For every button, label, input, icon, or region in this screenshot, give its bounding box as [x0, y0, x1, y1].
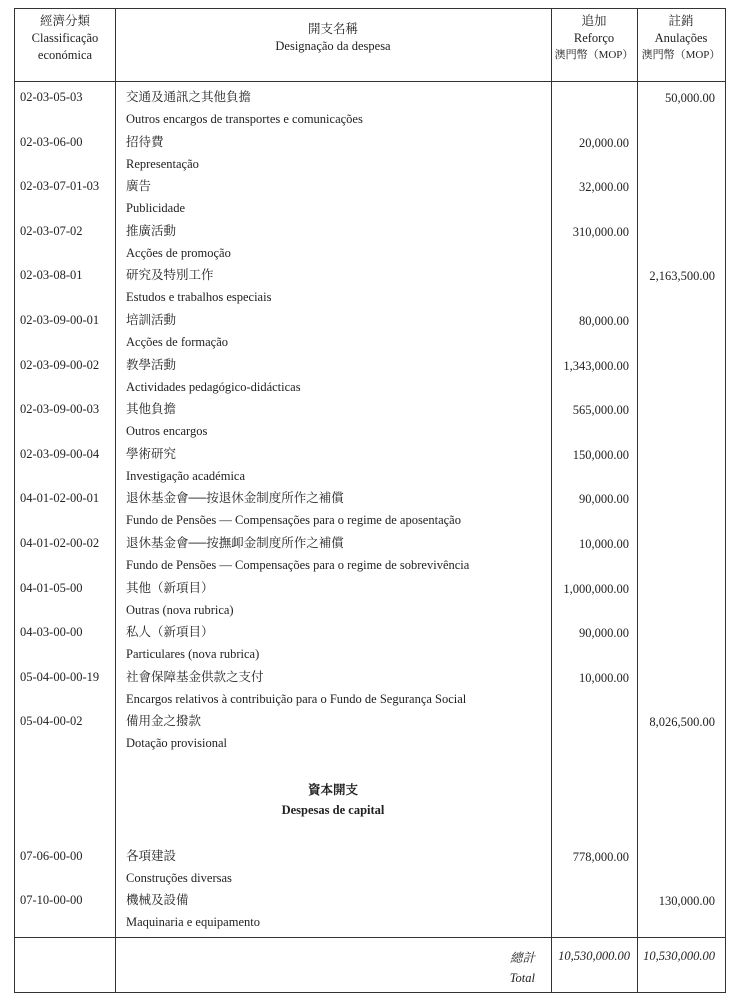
total-label-pt: Total [509, 971, 535, 985]
row-designation-zh: 廣告 [126, 179, 152, 194]
total-reforco: 10,530,000.00 [558, 949, 630, 963]
row-code: 02-03-05-03 [20, 90, 83, 104]
row-code: 07-06-00-00 [20, 849, 83, 863]
header-anulacoes [637, 13, 725, 64]
row-code: 02-03-06-00 [20, 134, 83, 149]
row-code: 04-03-00-00 [20, 625, 83, 640]
column-divider [115, 9, 116, 992]
row-designation-pt: Dotação provisional [126, 736, 228, 751]
row-designation-zh: 社會保障基金供款之支付 [126, 669, 264, 684]
section-title-pt: Despesas de capital [281, 803, 385, 817]
row-designation-pt: Encargos relativos à contribuição para o Fundo de Segurança Social [126, 691, 467, 706]
header-reforco [551, 13, 637, 64]
column-divider [551, 9, 552, 992]
header-reforco-pt: Reforço [573, 31, 615, 45]
row-designation-pt: Outros encargos de transportes e comunicações [126, 112, 363, 126]
row-designation-zh: 備用金之撥款 [126, 714, 202, 729]
row-reforco: 565,000.00 [572, 403, 629, 418]
header-classification-zh: 經濟分類 [39, 14, 90, 28]
row-code: 04-01-02-00-02 [20, 536, 100, 550]
row-reforco: 778,000.00 [572, 850, 629, 864]
row-code: 02-03-07-01-03 [20, 179, 100, 194]
row-anulacao: 8,026,500.00 [649, 715, 715, 730]
row-designation-pt: Estudos e trabalhos especiais [126, 290, 272, 305]
header-divider [15, 81, 725, 82]
row-code: 04-01-02-00-01 [20, 491, 100, 506]
row-designation-pt: Maquinaria e equipamento [126, 915, 260, 929]
row-designation-pt: Actividades pedagógico-didácticas [126, 379, 301, 394]
row-designation-zh: 研究及特別工作 [126, 268, 214, 283]
row-designation-pt: Fundo de Pensões — Compensações para o regime de aposentação [126, 513, 461, 528]
row-code: 04-01-05-00 [20, 580, 83, 595]
row-designation-pt: Particulares (nova rubrica) [126, 647, 260, 662]
header-designation-pt: Designação da despesa [275, 39, 391, 53]
row-designation-pt: Acções de promoção [126, 245, 231, 260]
row-designation-zh: 退休基金會──按撫卹金制度所作之補償 [126, 536, 344, 550]
budget-table [14, 8, 726, 993]
row-designation-zh: 機械及設備 [126, 893, 189, 907]
row-designation-zh: 學術研究 [126, 446, 177, 461]
row-designation-pt: Representação [126, 156, 199, 171]
row-code: 02-03-09-00-04 [20, 446, 100, 461]
row-designation-pt: Investigação académica [126, 468, 246, 483]
row-code: 02-03-08-01 [20, 268, 83, 283]
row-reforco: 20,000.00 [579, 135, 629, 150]
row-reforco: 310,000.00 [572, 224, 629, 239]
row-reforco: 10,000.00 [579, 537, 629, 551]
header-classification-pt2: económica [37, 48, 93, 62]
row-code: 02-03-09-00-02 [20, 357, 100, 372]
row-designation-pt: Acções de formação [126, 335, 229, 349]
row-designation-pt: Outras (nova rubrica) [126, 602, 234, 617]
row-designation-zh: 交通及通訊之其他負擔 [126, 90, 252, 104]
row-reforco: 1,000,000.00 [563, 581, 629, 596]
header-reforco-currency: 澳門幣（MOP） [554, 49, 634, 61]
header-designation-zh: 開支名稱 [307, 22, 358, 36]
row-designation-zh: 教學活動 [126, 357, 177, 372]
row-anulacao: 2,163,500.00 [649, 269, 715, 284]
row-code: 07-10-00-00 [20, 893, 83, 907]
row-reforco: 1,343,000.00 [563, 358, 629, 373]
header-anulacoes-currency: 澳門幣（MOP） [641, 49, 721, 61]
row-code: 02-03-09-00-03 [20, 402, 100, 417]
row-designation-zh: 私人（新項目） [126, 625, 214, 640]
header-reforco-zh: 追加 [581, 14, 607, 28]
row-designation-pt: Outros encargos [126, 424, 208, 439]
row-code: 02-03-07-02 [20, 223, 83, 238]
row-reforco: 150,000.00 [572, 447, 629, 462]
row-reforco: 32,000.00 [579, 180, 629, 195]
row-designation-pt: Construções diversas [126, 871, 232, 885]
row-designation-zh: 培訓活動 [126, 313, 177, 327]
total-divider [15, 937, 725, 938]
row-designation-zh: 退休基金會──按退休金制度所作之補償 [126, 491, 344, 506]
header-designation [115, 21, 551, 55]
row-anulacao: 50,000.00 [665, 91, 715, 105]
row-reforco: 90,000.00 [579, 492, 629, 507]
row-designation-pt: Fundo de Pensões — Compensações para o regime de sobrevivência [126, 558, 470, 572]
row-code: 02-03-09-00-01 [20, 313, 100, 327]
row-designation-zh: 推廣活動 [126, 223, 177, 238]
header-classification [15, 13, 115, 64]
row-designation-zh: 其他（新項目） [126, 580, 214, 595]
row-designation-zh: 各項建設 [126, 849, 177, 863]
column-divider [637, 9, 638, 992]
row-reforco: 10,000.00 [579, 670, 629, 685]
row-reforco: 80,000.00 [579, 314, 629, 328]
row-code: 05-04-00-00-19 [20, 669, 100, 684]
total-label-zh: 總計 [509, 951, 535, 965]
row-anulacao: 130,000.00 [658, 894, 715, 908]
row-designation-zh: 其他負擔 [126, 402, 177, 417]
row-designation-pt: Publicidade [126, 201, 186, 216]
header-classification-pt1: Classificação [31, 31, 99, 45]
total-anulacao: 10,530,000.00 [643, 949, 715, 963]
header-anulacoes-zh: 註銷 [668, 14, 694, 28]
header-anulacoes-pt: Anulações [654, 31, 708, 45]
row-reforco: 90,000.00 [579, 626, 629, 641]
row-designation-zh: 招待費 [126, 134, 164, 149]
row-code: 05-04-00-02 [20, 714, 83, 729]
section-title-zh: 資本開支 [307, 783, 358, 797]
